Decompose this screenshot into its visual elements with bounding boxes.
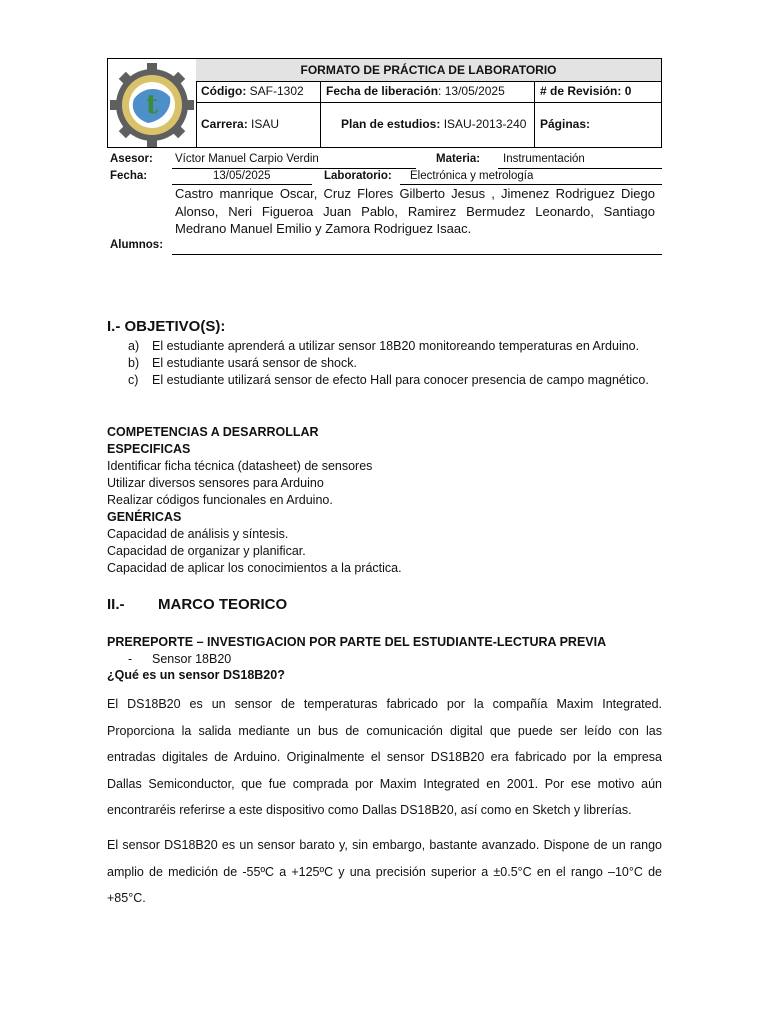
question-heading: ¿Qué es un sensor DS18B20? (107, 668, 285, 682)
alumnos-value: Castro manrique Oscar, Cruz Flores Gilberto Jesus , Jimenez Rodriguez Diego Alonso, Neri Figueroa Juan Pablo, Ramirez Bermudez Leonardo, Santiago Medrano Manuel Emilio y Zamora Rodriguez Isaac. (175, 186, 655, 236)
list-item: Capacidad de organizar y planificar. (107, 544, 306, 558)
codigo-value: SAF-1302 (249, 84, 304, 98)
materia-label: Materia: (436, 153, 481, 165)
gear-logo-icon (108, 59, 196, 147)
asesor-line (172, 168, 416, 169)
asesor-value: Víctor Manuel Carpio Verdin (175, 153, 319, 165)
list-item: Identificar ficha técnica (datasheet) de sensores (107, 459, 373, 473)
plan-value: ISAU-2013-240 (443, 117, 527, 131)
header-table (107, 58, 662, 148)
laboratorio-value: Electrónica y metrología (410, 170, 534, 182)
paragraph-1: El DS18B20 es un sensor de temperaturas fabricado por la compañía Maxim Integrated. Proporciona la salida mediante un bus de comunicación digital que puede ser leído con las entradas digitales de Arduino. Originalmente el sensor DS18B20 era fabricado por la empresa Dallas Semiconductor, que fue comprada por Maxim Integrated en 2001. Por ese motivo aún encontraréis referirse a este dispositivo como Dallas DS18B20, así como en Sketch y librerías. (107, 697, 662, 817)
paragraph-2: El sensor DS18B20 es un sensor barato y, sin embargo, bastante avanzado. Dispone de un rango amplio de medición de -55ºC a +125ºC y una precisión superior a ±0.5°C en el rango –10°C de +85°C. (107, 838, 662, 905)
bullet-sensor: - Sensor 18B20 (128, 652, 232, 666)
objetivos-list (128, 338, 668, 389)
genericas-heading: GENÉRICAS (107, 510, 182, 524)
format-title: FORMATO DE PRÁCTICA DE LABORATORIO (196, 59, 661, 82)
materia-value: Instrumentación (503, 153, 585, 165)
list-item: Realizar códigos funcionales en Arduino. (107, 493, 333, 507)
list-item: a) El estudiante aprenderá a utilizar sensor 18B20 monitoreando temperaturas en Arduino. (128, 339, 640, 353)
svg-text:t: t (145, 90, 159, 120)
competencias-section (107, 424, 662, 577)
codigo-label: Código: (201, 84, 247, 98)
list-item: Capacidad de análisis y síntesis. (107, 527, 289, 541)
fecha-liberacion-value: : 13/05/2025 (438, 84, 505, 98)
alumnos-line (172, 254, 662, 255)
alumnos-label: Alumnos: (110, 239, 164, 251)
laboratorio-label: Laboratorio: (324, 170, 392, 182)
carrera-label: Carrera: (201, 117, 248, 131)
list-item: c) El estudiante utilizará sensor de efecto Hall para conocer presencia de campo magnético. (128, 373, 649, 387)
fecha-value: 13/05/2025 (213, 170, 271, 182)
list-item: Utilizar diversos sensores para Arduino (107, 476, 324, 490)
list-item: Capacidad de aplicar los conocimientos a la práctica. (107, 561, 402, 575)
paginas-label: Páginas: (540, 117, 591, 131)
marco-number: II.- (107, 596, 125, 613)
asesor-label: Asesor: (110, 153, 153, 165)
competencias-heading: COMPETENCIAS A DESARROLLAR (107, 425, 319, 439)
materia-line (498, 168, 662, 169)
fecha-liberacion-label: Fecha de liberación (326, 84, 439, 98)
carrera-value: ISAU (251, 117, 280, 131)
marco-heading: MARCO TEORICO (158, 596, 288, 613)
revision-label: # de Revisión: 0 (540, 84, 632, 98)
fecha-label: Fecha: (110, 170, 148, 182)
institution-logo (108, 59, 197, 147)
list-item: b) El estudiante usará sensor de shock. (128, 356, 357, 370)
plan-label: Plan de estudios: (341, 117, 441, 131)
objetivos-heading: I.- OBJETIVO(S): (107, 318, 226, 335)
prereporte-heading: PREREPORTE – INVESTIGACION POR PARTE DEL ESTUDIANTE-LECTURA PREVIA (107, 635, 607, 649)
especificas-heading: ESPECIFICAS (107, 442, 191, 456)
